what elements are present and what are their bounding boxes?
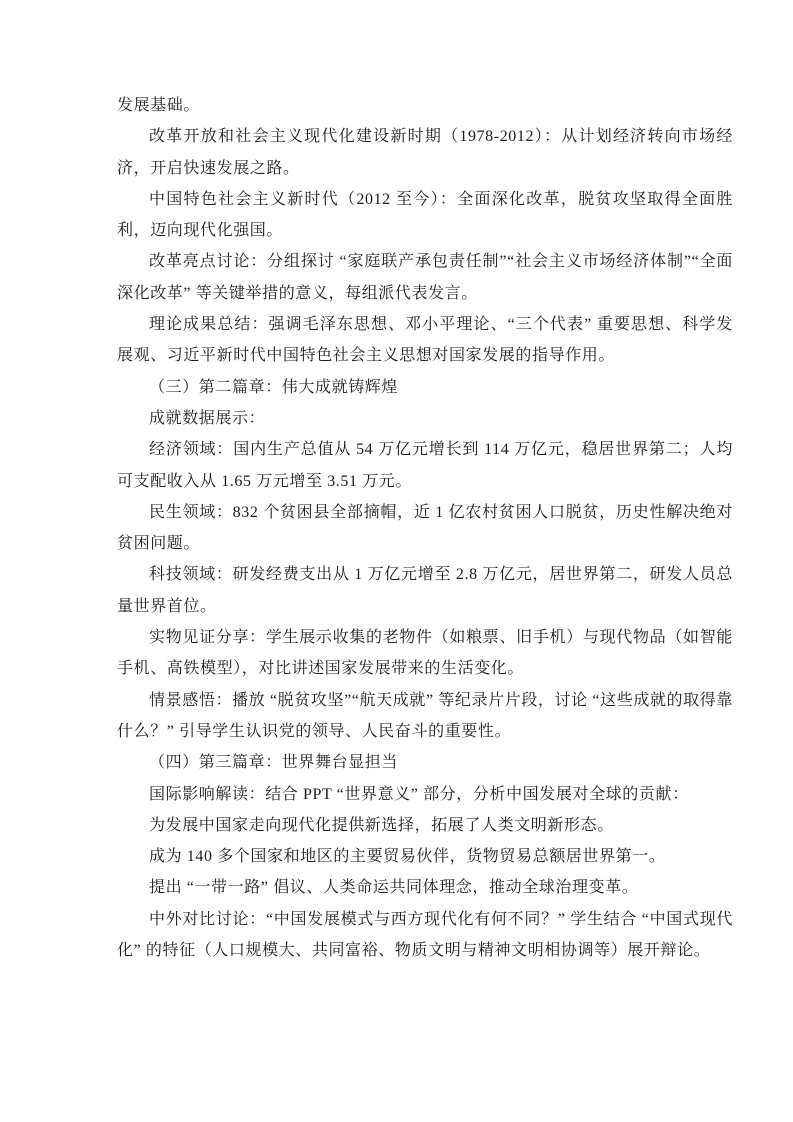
paragraph: 提出 “一带一路” 倡议、人类命运共同体理念，推动全球治理变革。: [149, 879, 639, 897]
paragraph: 成为 140 多个国家和地区的主要贸易伙伴，货物贸易总额居世界第一。: [149, 848, 666, 866]
paragraph: 改革亮点讨论：分组探讨 “家庭联产承包责任制”“社会主义市场经济体制”“全面深化改革” 等关键举措的意义，每组派代表发言。: [117, 253, 733, 302]
paragraph: 民生领域：832 个贫困县全部摘帽，近 1 亿农村贫困人口脱贫，历史性解决绝对贫困问题。: [117, 503, 733, 553]
document-text-block: [117, 90, 733, 966]
paragraph: 中国特色社会主义新时代（2012 至今）：全面深化改革，脱贫攻坚取得全面胜利，迈向现代化强国。: [117, 190, 733, 240]
paragraph: 中外对比讨论：“中国发展模式与西方现代化有何不同？” 学生结合 “中国式现代化” 的特征（人口规模大、共同富裕、物质文明与精神文明相协调等）展开辩论。: [117, 910, 733, 960]
paragraph: 发展基础。: [117, 97, 201, 114]
paragraph: 实物见证分享：学生展示收集的老物件（如粮票、旧手机）与现代物品（如智能手机、高铁模型），对比讲述国家发展带来的生活变化。: [117, 629, 733, 678]
paragraph: 国际影响解读：结合 PPT “世界意义” 部分，分析中国发展对全球的贡献：: [149, 785, 689, 803]
paragraph: 情景感悟：播放 “脱贫攻坚”“航天成就” 等纪录片片段，讨论 “这些成就的取得靠什么？” 引导学生认识党的领导、人民奋斗的重要性。: [117, 691, 733, 740]
paragraph: 为发展中国家走向现代化提供新选择，拓展了人类文明新形态。: [149, 816, 614, 834]
paragraph: 理论成果总结：强调毛泽东思想、邓小平理论、“三个代表” 重要思想、科学发展观、习近平新时代中国特色社会主义思想对国家发展的指导作用。: [117, 316, 733, 365]
paragraph: （三）第二篇章：伟大成就铸辉煌: [149, 378, 399, 396]
paragraph: （四）第三篇章：世界舞台显担当: [149, 754, 399, 772]
paragraph: 成就数据展示：: [149, 409, 266, 427]
paragraph: 经济领域：国内生产总值从 54 万亿元增长到 114 万亿元，稳居世界第二；人均可支配收入从 1.65 万元增至 3.51 万元。: [117, 441, 733, 490]
paragraph: 科技领域：研发经费支出从 1 万亿元增至 2.8 万亿元，居世界第二，研发人员总量世界首位。: [117, 566, 733, 615]
paragraph: 改革开放和社会主义现代化建设新时期（1978-2012）：从计划经济转向市场经济，开启快速发展之路。: [117, 128, 733, 177]
